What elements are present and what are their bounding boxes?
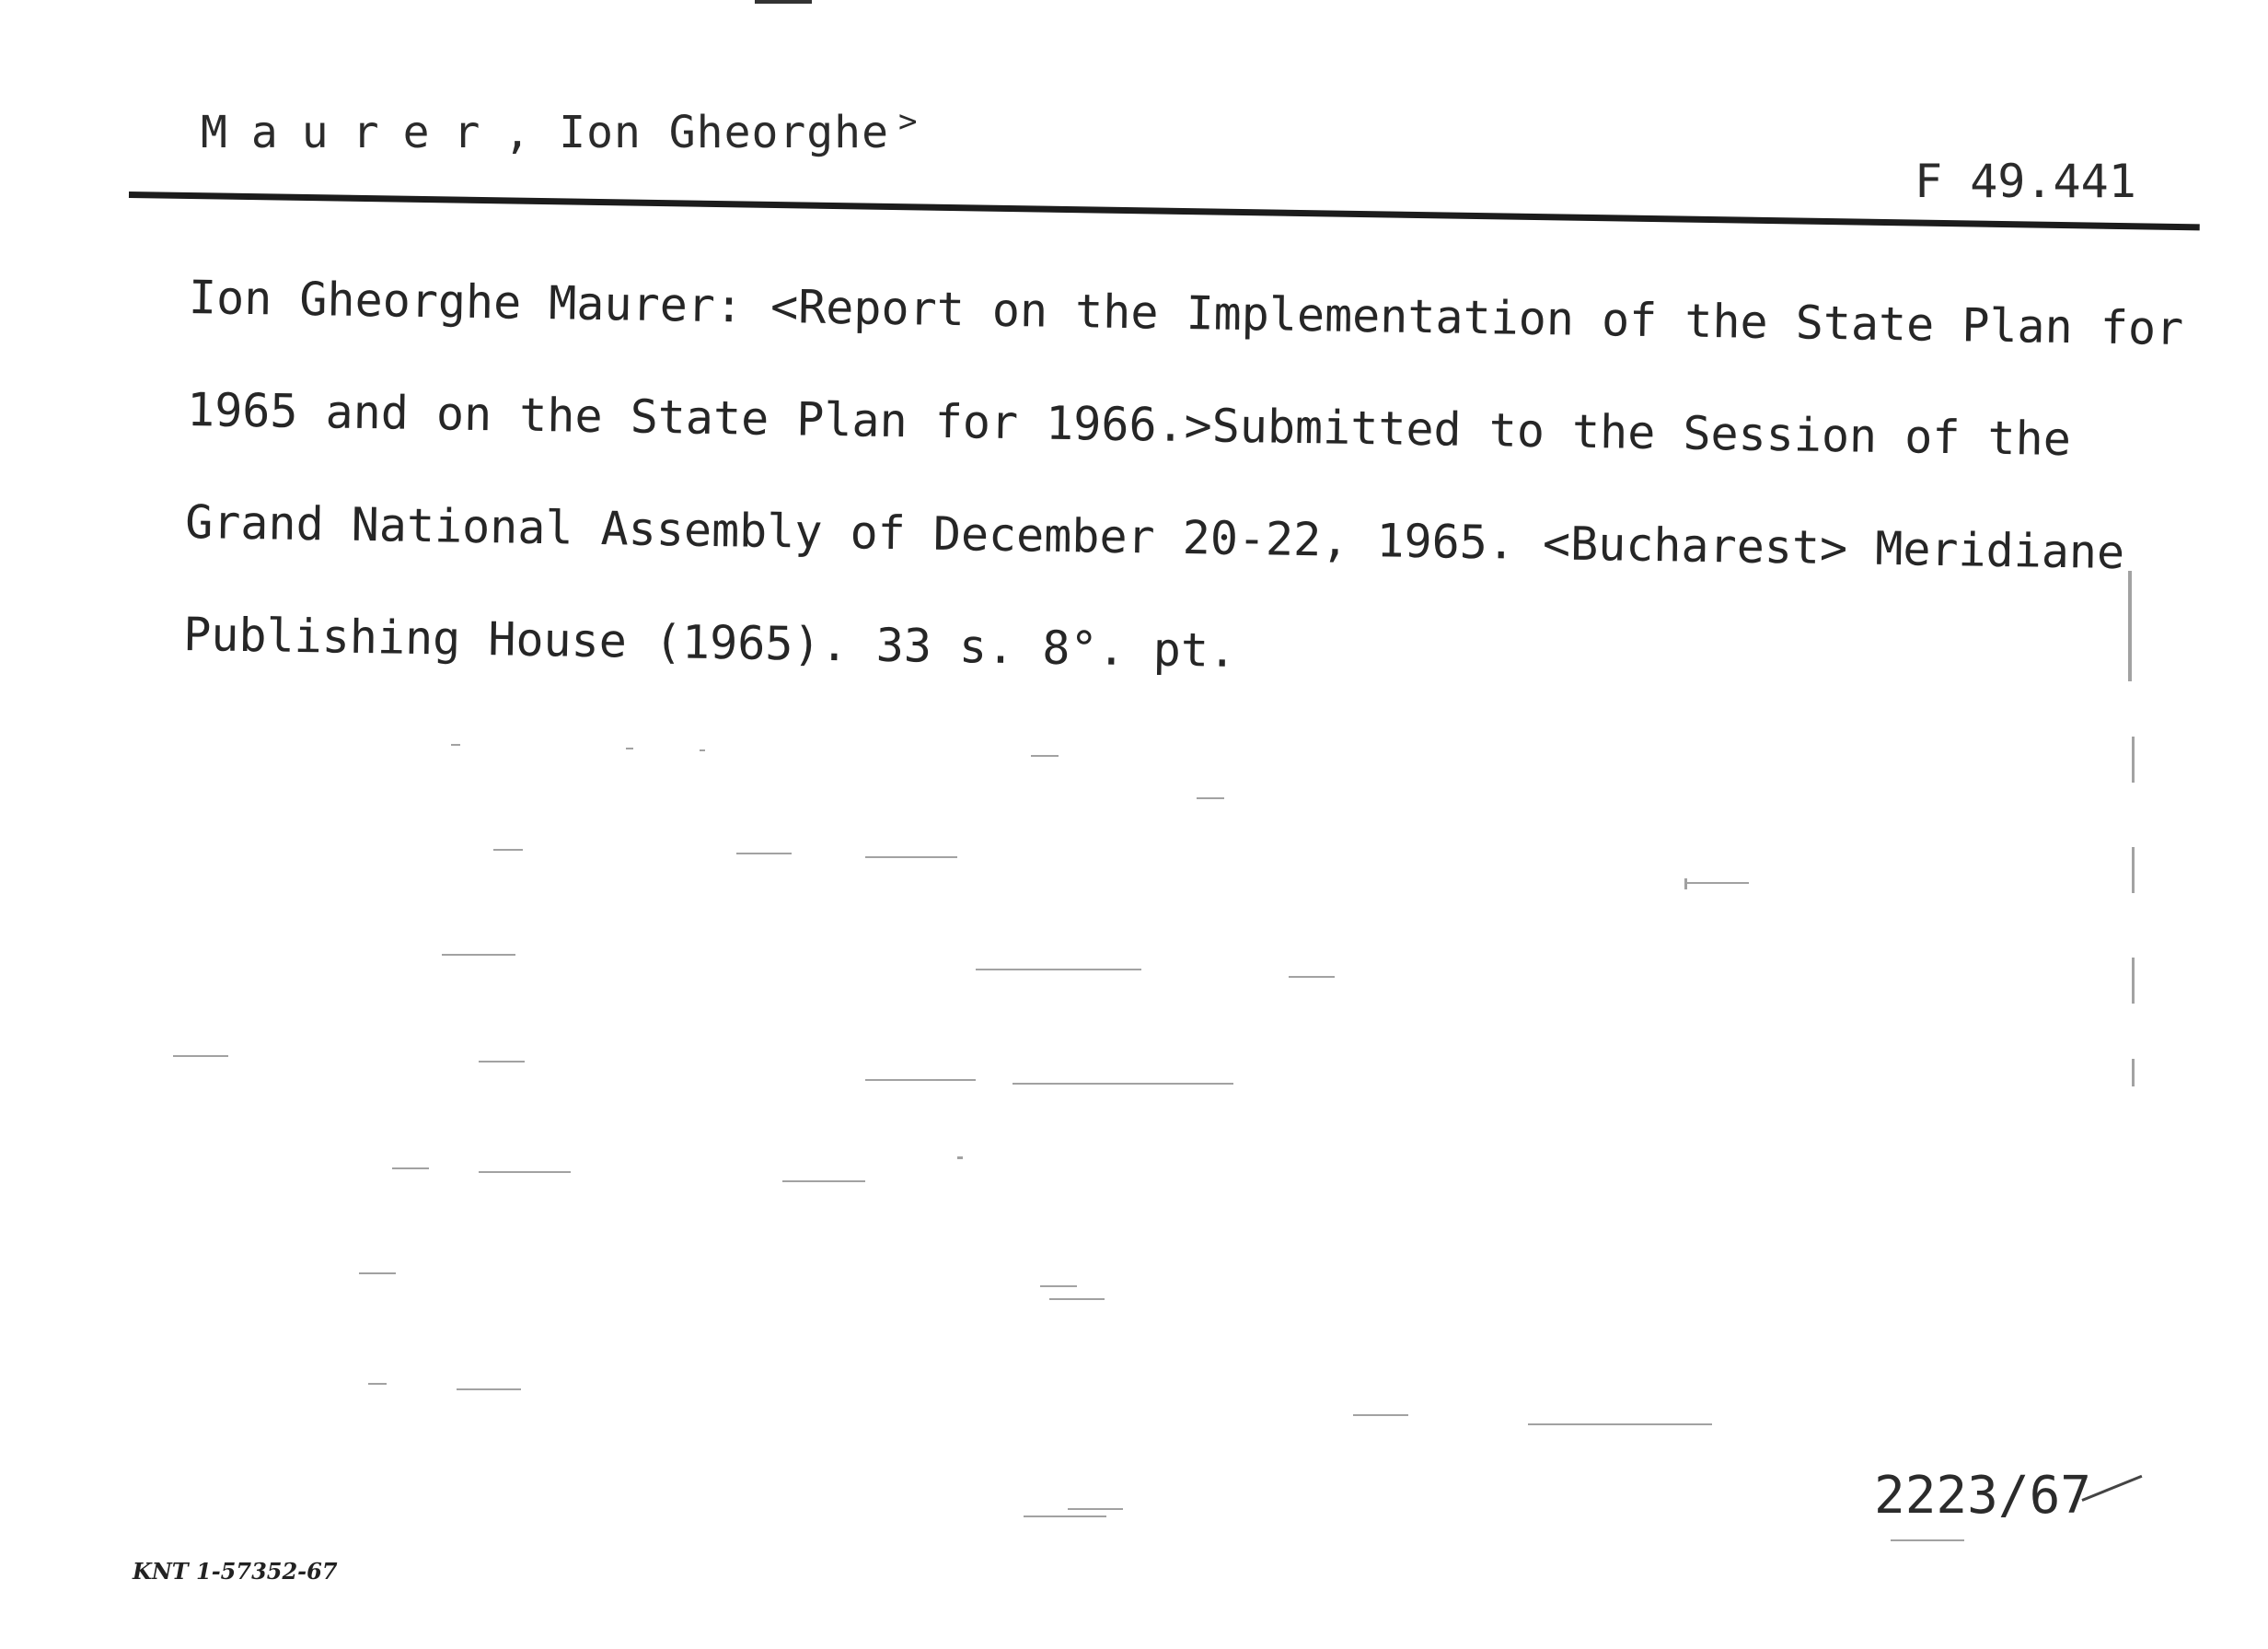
scan-artifact xyxy=(755,0,812,4)
entry-line: Grand National Assembly of December 20-22, 1965. <Bucharest> Meridiane xyxy=(184,494,2125,580)
accession-number: 2223/67 xyxy=(1874,1466,2092,1526)
form-code: KNT 1-57352-67 xyxy=(133,1558,338,1585)
catalog-entry xyxy=(182,241,2195,722)
entry-line: 1965 and on the State Plan for 1966.>Submitted to the Session of the xyxy=(186,382,2072,467)
heading-surname: Maurer xyxy=(201,107,504,158)
heading-rule xyxy=(129,192,2200,230)
call-number: F 49.441 xyxy=(1915,155,2136,208)
entry-line: Ion Gheorghe Maurer: <Report on the Implementation of the State Plan for xyxy=(188,270,2184,356)
heading-mark: > xyxy=(897,103,919,140)
heading-given-name: , Ion Gheorghe xyxy=(503,107,889,158)
card-heading xyxy=(201,103,918,158)
entry-line: Publishing House (1965). 33 s. 8°. pt. xyxy=(182,607,1237,678)
